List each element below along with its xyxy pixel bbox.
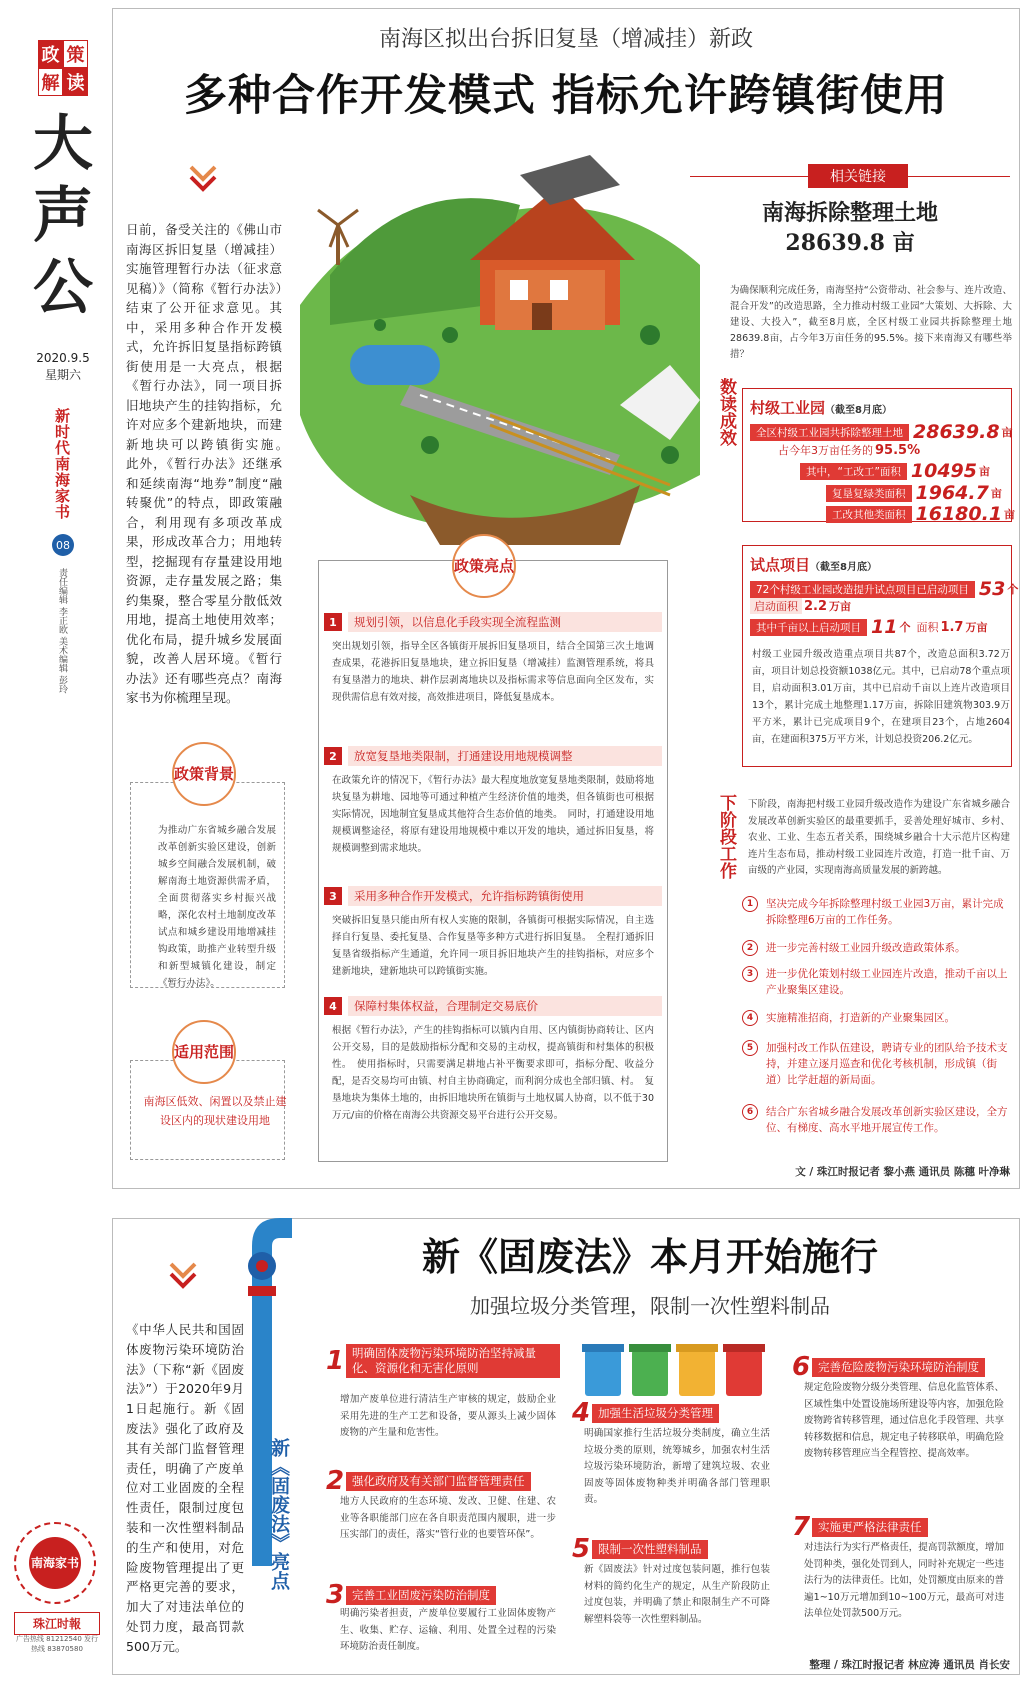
highlight-title-text: 保障村集体权益，合理制定交易底价	[348, 996, 662, 1016]
law-point-title	[792, 1352, 1006, 1382]
park-row	[750, 421, 1013, 443]
stat-unit: 亩	[1001, 426, 1013, 439]
article2-intro: 《中华人民共和国固体废物污染环境防治法》（下称“新《固废法》”）于2020年9月1日起施行。新《固废法》强化了政府及其有关部门监督管理责任，明确了产废单位对工业固废的全程性责任，限制过度包装和一次性塑料制品的生产和使用，对危险废物管理提出了更严格更完善的要求，加大了对违法单位的处罚力度，最高罚款500万元。	[126, 1322, 244, 1654]
highlight-title	[324, 996, 662, 1016]
chevron-down-icon	[188, 165, 218, 193]
stat-label: 占今年3万亩任务的	[778, 444, 873, 457]
related-link-label: 相关链接	[808, 164, 908, 188]
related-intro: 为确保顺利完成任务，南海坚持“公资带动、社会参与、连片改造、混合开发”的改造思路，全力推动村级工业园“大策划、大拆除、大建设、大投入”，截至8月底，全区村级工业园共拆除整理土地28639.8亩，占今年3万亩任务的95.5%。接下来南海又有哪些举措？	[730, 285, 1012, 360]
law-point-body: 新《固废法》针对过度包装问题，推行包装材料的简约化生产的规定，从生产阶段防止过度包装，并明确了禁止和限制生产不可降解塑料袋等一次性塑料制品。	[584, 1564, 770, 1625]
stat-value: 95.5%	[875, 442, 921, 458]
park-row	[800, 460, 990, 482]
point-number: 1	[326, 1346, 345, 1376]
park-row	[826, 503, 1015, 525]
article2-side-label: 新《固废法》亮点	[268, 1438, 290, 1590]
stat-label: 其中，“工改工”面积	[800, 463, 907, 480]
item-text: 加强村改工作队伍建设，聘请专业的团队给予技术支持，并建立逐月巡查和优化考核机制，形成镇（街道）比学赶超的新局面。	[766, 1042, 1008, 1086]
law-point-title	[572, 1534, 772, 1564]
pilot-text: 村级工业园升级改造重点项目共87个，改造总面积3.72万亩，项目计划总投资额1038亿元。其中，已启动78个重点项目，启动面积3.01万亩，其中已启动千亩以上连片改造项目13个，累计完成土地整理1.17万亩，拆除旧建筑物303.9万平方米，累计已完成项目9个，在建项目23个，占地2604亩，在建面积375万平方米，计划总投资206.2亿元。	[752, 649, 1010, 745]
stat-value: 11	[871, 616, 898, 638]
law-point-body: 对违法行为实行严格责任，提高罚款额度，增加处罚种类，强化处罚到人，同时补充规定一些违法行为的法律责任。比如，处罚额度由原来的普遍1~10万元增加到10~100万元，最高可对违法单位处罚款500万元。	[804, 1542, 1004, 1619]
point-number: 5	[572, 1534, 591, 1564]
highlight-body: 根据《暂行办法》，产生的挂钩指标可以镇内自用、区内镇街协商转让、区内公开交易，目的是鼓励指标分配和交易的主动权，提高镇街和村集体的积极性。 使用指标时，只需要满足耕地占补平衡要求即可，指标分配、收益分配，是否交易均可由镇、村自主协商确定，而利润分成也全部归镇、村。 复垦地块为集体土地的，由拆旧地块所在镇街与土地权属人协商，以不低于30万元/亩的价格在南海公共资源交易平台进行公开交易。	[332, 1025, 654, 1121]
stat-value: 28639.8	[913, 421, 1000, 443]
item-number: 2	[742, 940, 758, 956]
item-number: 3	[742, 966, 758, 982]
pilot-title-text: 试点项目	[750, 556, 811, 574]
park-note: （截至8月底）	[825, 405, 892, 416]
stat-unit: 亩	[1004, 508, 1016, 521]
item-text: 结合广东省城乡融合发展改革创新实验区建设，全方位、有梯度、高水平地开展宣传工作。	[766, 1106, 1008, 1134]
point-title-text: 实施更严格法律责任	[812, 1518, 928, 1537]
stat-extra-unit: 万亩	[965, 621, 988, 634]
highlights-label: 政策亮点	[452, 534, 516, 598]
law-point-title	[792, 1512, 1006, 1542]
point-number: 3	[326, 1580, 345, 1610]
stat-value: 16180.1	[915, 503, 1003, 525]
item-number: 6	[742, 1104, 758, 1120]
point-number: 2	[326, 1466, 345, 1496]
policy-background-text: 为推动广东省城乡融合发展改革创新实验区建设，创新城乡空间融合发展机制，破解南海土地资源供需矛盾，全面贯彻落实乡村振兴战略，深化农村土地制度改革试点和城乡建设用地增减挂钩政策，助推产业转型升级和新型城镇化建设，制定《暂行办法》。	[158, 825, 276, 989]
badge-char: 解	[38, 68, 63, 96]
left-column	[0, 0, 112, 1681]
issue-date	[30, 350, 96, 384]
next-stage-item	[742, 1104, 1012, 1136]
editor-credits: 责任编辑 李正欧 美术编辑 彭玲	[57, 568, 67, 694]
scope-text: 南海区低效、闲置以及禁止建设区内的现状建设用地	[143, 1095, 287, 1127]
badge-char: 读	[63, 68, 88, 96]
stat-extra-value: 1.7	[940, 619, 964, 635]
stat-label: 复垦复绿类面积	[826, 485, 912, 502]
article2-subheadline: 加强垃圾分类管理，限制一次性塑料制品	[470, 1294, 830, 1318]
series-name: 新时代南海家书	[53, 408, 71, 520]
article1-byline: 文 / 珠江时报记者 黎小燕 通讯员 陈穗 叶净琳	[795, 1166, 1010, 1178]
stat-label: 全区村级工业园共拆除整理土地	[750, 424, 909, 441]
highlight-body: 在政策允许的情况下，《暂行办法》最大程度地放宽复垦地类限制，鼓励将地块复垦为耕地、园地等可通过种植产生经济价值的地类，但各镇街也可根据实际情况，因地制宜复垦成其他符合生态价值的地类。 同时，打通建设用地规模调整途径，将原有建设用地规模中难以开发的地块，通过拆旧复垦，将规模调整到需求地块。	[332, 775, 654, 854]
highlight-title-text: 规划引领，以信息化手段实现全流程监测	[348, 612, 662, 632]
farmhouse-illustration	[290, 155, 710, 545]
law-point-body: 明确污染者担责，产废单位要履行工业固体废物产生、收集、贮存、运输、利用、处置全过程的污染环境防治责任制度。	[340, 1608, 556, 1652]
highlight-number: 4	[324, 997, 342, 1015]
qr-code[interactable]	[14, 1522, 96, 1604]
stat-extra-label: 面积	[916, 621, 939, 634]
article1-intro: 日前，备受关注的《佛山市南海区拆旧复垦（增减挂）实施管理暂行办法（征求意见稿）》（简称《暂行办法》）结束了公开征求意见。其中，采用多种合作开发模式，允许拆旧复垦指标跨镇街使用是一大亮点，根据《暂行办法》，同一项目拆旧地块产生的挂钩指标，允许对应多个建新地块，而建新地块可以跨镇街实施。 此外，《暂行办法》还继承和延续南海“地券”制度“融转聚优”的特点，即政策融合，利用现有多项改革成果，形成改革合力；用地转型，挖掘现有存量建设用地资源，走存量发展之路；集约集聚，整合零星分散低效用地，提高土地使用效率；优化布局，提升城乡发展面貌，改善人居环境。《暂行办法》还有哪些亮点？南海家书为你梳理呈现。	[126, 222, 295, 705]
page-number: 08	[52, 534, 74, 556]
law-point-title	[326, 1466, 560, 1496]
column-title: 大声公	[33, 109, 93, 323]
pilot-title	[750, 554, 877, 575]
law-point-body: 明确国家推行生活垃圾分类制度，确立生活垃圾分类的原则，统筹城乡，加强农村生活垃圾污染环境防治，新增了建筑垃圾、农业固废等固体废物种类并明确各部门管理职责。	[584, 1428, 770, 1505]
park-row	[826, 482, 1002, 504]
trash-bin-icon	[580, 1342, 770, 1398]
point-number: 7	[792, 1512, 811, 1542]
law-point-title	[326, 1344, 560, 1378]
stat-unit: 个	[1007, 583, 1019, 596]
highlight-number: 1	[324, 613, 342, 631]
article1-headline: 多种合作开发模式 指标允许跨镇街使用	[184, 71, 948, 121]
park-row	[778, 442, 920, 458]
point-title-text: 明确固体废物污染环境防治坚持减量化、资源化和无害化原则	[346, 1344, 560, 1378]
policy-background-label: 政策背景	[172, 742, 236, 806]
qr-label: 南海家书	[29, 1537, 81, 1589]
point-title-text: 完善危险废物污染环境防治制度	[812, 1358, 985, 1377]
next-stage-item	[742, 896, 1012, 928]
point-title-text: 限制一次性塑料制品	[592, 1540, 708, 1559]
next-stage-item	[742, 1040, 1012, 1088]
highlight-number: 2	[324, 747, 342, 765]
point-title-text: 加强生活垃圾分类管理	[592, 1404, 719, 1423]
item-text: 进一步优化策划村级工业园连片改造，推动千亩以上产业聚集区建设。	[766, 968, 1008, 996]
stat-value: 1964.7	[915, 482, 989, 504]
scope-label: 适用范围	[172, 1020, 236, 1084]
highlight-body: 突出规划引领，指导全区各镇街开展拆旧复垦项目，结合全国第三次土地调查成果，花港拆旧复垦地块，建立拆旧复垦（增减挂）监测管理系统，将具有复垦潜力的地块、耕作层剥离地块以及指标需求等信息面向全区发布，实现供需信息有效对接，高效推进项目，降低复垦成本。	[332, 641, 654, 703]
stat-label: 工改其他类面积	[826, 506, 912, 523]
highlight-title	[324, 886, 662, 906]
related-title-line2: 28639.8 亩	[785, 230, 915, 256]
badge-char: 策	[63, 40, 88, 68]
hotline-text: 广告热线 81212540 发行热线 83870580	[15, 1635, 99, 1653]
pilot-row	[750, 578, 1018, 600]
stat-value: 2.2	[804, 598, 828, 614]
law-point-body: 地方人民政府的生态环境、发改、卫健、住建、农业等各职能部门应在各自职责范围内履职，进一步压实部门的责任，落实“管行业的也要管环保”。	[340, 1496, 556, 1540]
item-number: 4	[742, 1010, 758, 1026]
point-title-text: 完善工业固废污染防治制度	[346, 1586, 496, 1605]
article2-headline: 新《固废法》本月开始施行	[421, 1234, 878, 1279]
stat-label: 72个村级工业园改造提升试点项目已启动项目	[750, 581, 975, 598]
stat-unit: 亩	[979, 465, 990, 478]
newspaper-logo: 珠江时報	[14, 1612, 100, 1635]
related-title-line1: 南海拆除整理土地	[761, 200, 938, 226]
law-point-title	[572, 1398, 772, 1428]
item-text: 进一步完善村级工业园升级改造政策体系。	[766, 942, 966, 954]
park-title-text: 村级工业园	[750, 399, 826, 417]
next-stage-item	[742, 940, 1012, 956]
next-stage-intro: 下阶段，南海把村级工业园升级改造作为建设广东省城乡融合发展改革创新实验区的最重要抓手，妥善处理好城市、乡村、农业、工业、生态五者关系，围绕城乡融合十大示范片区构建连片生态布局，推动村级工业园连片改造，打造一批千亩、万亩级的产业园，实现南海高质量发展的新跨越。	[748, 799, 1010, 876]
stat-value: 53	[978, 578, 1006, 600]
next-stage-item	[742, 966, 1012, 998]
highlight-title	[324, 746, 662, 766]
item-number: 1	[742, 896, 758, 912]
chevron-down-icon	[168, 1262, 198, 1290]
date-text: 2020.9.5	[36, 351, 90, 365]
pilot-note: （截至8月底）	[810, 562, 877, 573]
point-title-text: 强化政府及有关部门监督管理责任	[346, 1472, 531, 1491]
highlight-body: 突破拆旧复垦只能由所有权人实施的限制，各镇街可根据实际情况，自主选择自行复垦、委托复垦、合作复垦等多种方式进行拆旧复垦。 全程打通拆旧复垦省级指标产生通道，允许同一项目拆旧地块产生的挂钩指标，对应多个建新地块，建新地块可以跨镇街实施。	[332, 915, 654, 977]
next-stage-item	[742, 1010, 1012, 1026]
item-number: 5	[742, 1040, 758, 1056]
stat-unit: 万亩	[829, 600, 852, 613]
highlight-title-text: 采用多种合作开发模式，允许指标跨镇街使用	[348, 886, 662, 906]
stat-unit: 亩	[990, 487, 1002, 500]
article1-subheadline: 南海区拟出台拆旧复垦（增减挂）新政	[378, 27, 753, 52]
point-number: 4	[572, 1398, 591, 1428]
item-text: 实施精准招商，打造新的产业聚集园区。	[766, 1012, 955, 1024]
weekday-text: 星期六	[44, 368, 81, 382]
stat-label: 启动面积	[750, 598, 802, 614]
related-title	[690, 198, 1010, 258]
pilot-row	[750, 616, 987, 638]
park-title	[750, 397, 892, 418]
point-number: 6	[792, 1352, 811, 1382]
stat-unit: 个	[899, 621, 911, 634]
highlight-number: 3	[324, 887, 342, 905]
next-stage-label: 下阶段工作	[716, 794, 736, 879]
highlight-title-text: 放宽复垦地类限制，打通建设用地规模调整	[348, 746, 662, 766]
badge-char: 政	[38, 40, 63, 68]
law-point-body: 增加产废单位进行清洁生产审核的规定，鼓励企业采用先进的生产工艺和设备，要从源头上减少固体废物的产生量和危害性。	[340, 1394, 556, 1438]
stat-label: 其中千亩以上启动项目	[750, 619, 867, 636]
pilot-row	[750, 598, 851, 614]
data-results-label: 数读成效	[716, 378, 736, 446]
article2-byline: 整理 / 珠江时报记者 林应涛 通讯员 肖长安	[809, 1659, 1010, 1671]
stat-value: 10495	[910, 460, 977, 482]
law-point-body: 规定危险废物分级分类管理、信息化监管体系、区域性集中处置设施场所建设等内容，加强危险废物跨省转移管理，通过信息化手段管理、共享转移数据和信息，规定电子转移联单，明确危险废物转移管理应当全程管控、提高效率。	[804, 1382, 1004, 1459]
highlight-title	[324, 612, 662, 632]
policy-interpretation-badge	[38, 40, 88, 94]
item-text: 坚决完成今年拆除整理村级工业园3万亩，累计完成拆除整理6万亩的工作任务。	[766, 898, 1004, 926]
